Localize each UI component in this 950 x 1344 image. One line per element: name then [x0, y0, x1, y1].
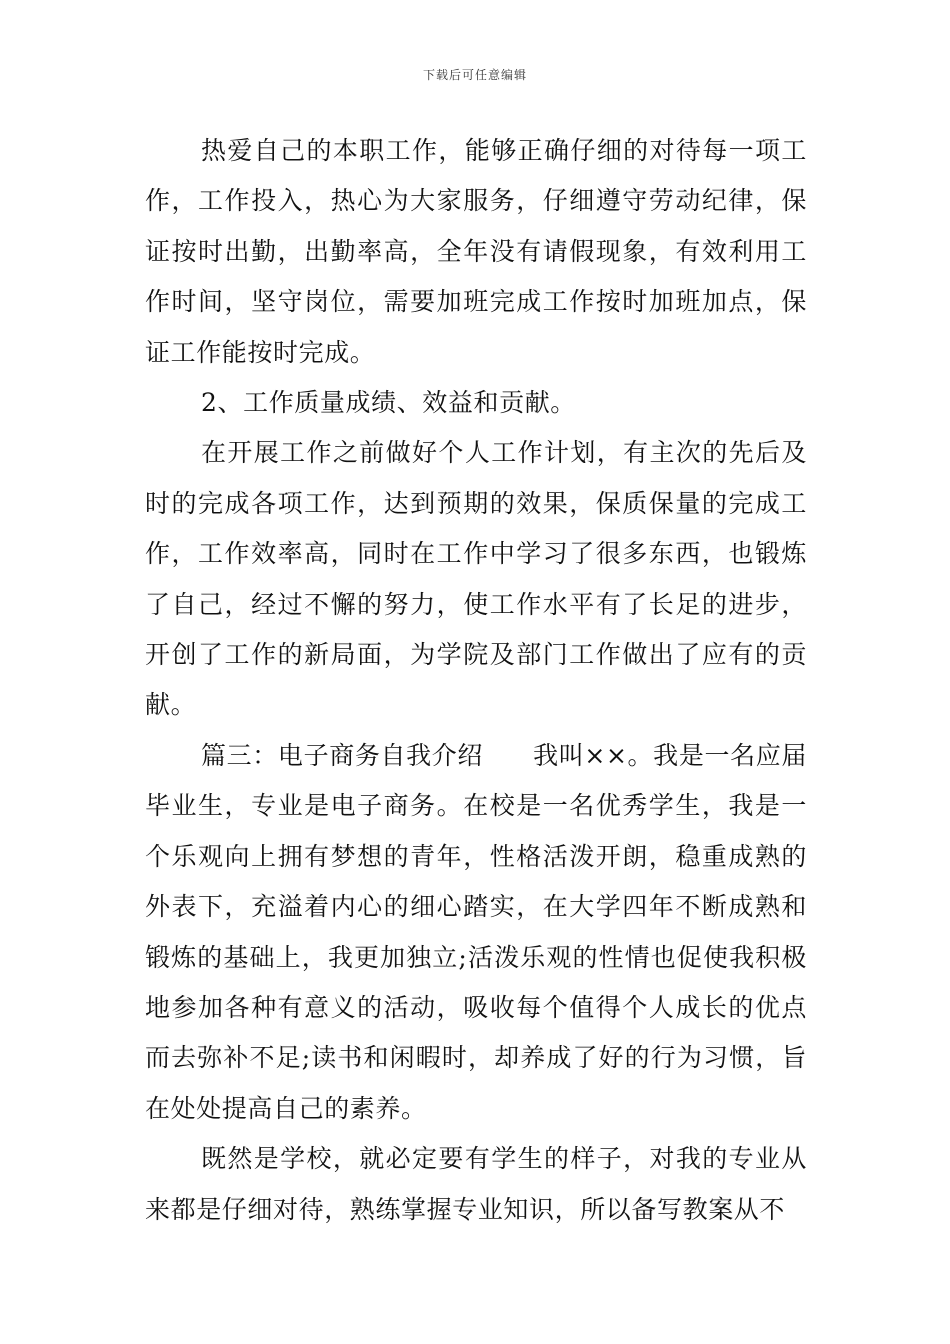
paragraph-work-attitude: 热爱自己的本职工作，能够正确仔细的对待每一项工作，工作投入，热心为大家服务，仔细遵守劳动纪律，保证按时出勤，出勤率高，全年没有请假现象，有效利用工作时间，坚守岗位，需要加班完成工作按时加班加点，保证工作能按时完成。 [145, 136, 807, 367]
paragraph-work-plan: 在开展工作之前做好个人工作计划，有主次的先后及时的完成各项工作，达到预期的效果，保质保量的完成工作，工作效率高，同时在工作中学习了很多东西，也锻炼了自己，经过不懈的努力，使工作水平有了长足的进步，开创了工作的新局面，为学院及部门工作做出了应有的贡献。 [145, 438, 807, 720]
self-intro-text: 我叫××。我是一名应届毕业生，专业是电子商务。在校是一名优秀学生，我是一个乐观向上拥有梦想的青年，性格活泼开朗，稳重成熟的外表下，充溢着内心的细心踏实，在大学四年不断成熟和锻炼的基础上，我更加独立;活泼乐观的性情也促使我积极地参加各种有意义的活动，吸收每个值得个人成长的优点而去弥补不足;读书和闲暇时，却养成了好的行为习惯，旨在处处提高自己的素养。 [145, 740, 807, 1123]
section-title: 篇三：电子商务自我介绍 [201, 740, 484, 770]
paragraph-study-attitude: 既然是学校，就必定要有学生的样子，对我的专业从来都是仔细对待，熟练掌握专业知识，所以备写教案从不 [145, 1144, 807, 1224]
paragraph-self-intro [145, 731, 807, 1134]
header-note: 下载后可任意编辑 [422, 68, 527, 82]
document-body [145, 126, 807, 1235]
paragraph-heading-quality: 2、工作质量成绩、效益和贡献。 [201, 388, 576, 418]
